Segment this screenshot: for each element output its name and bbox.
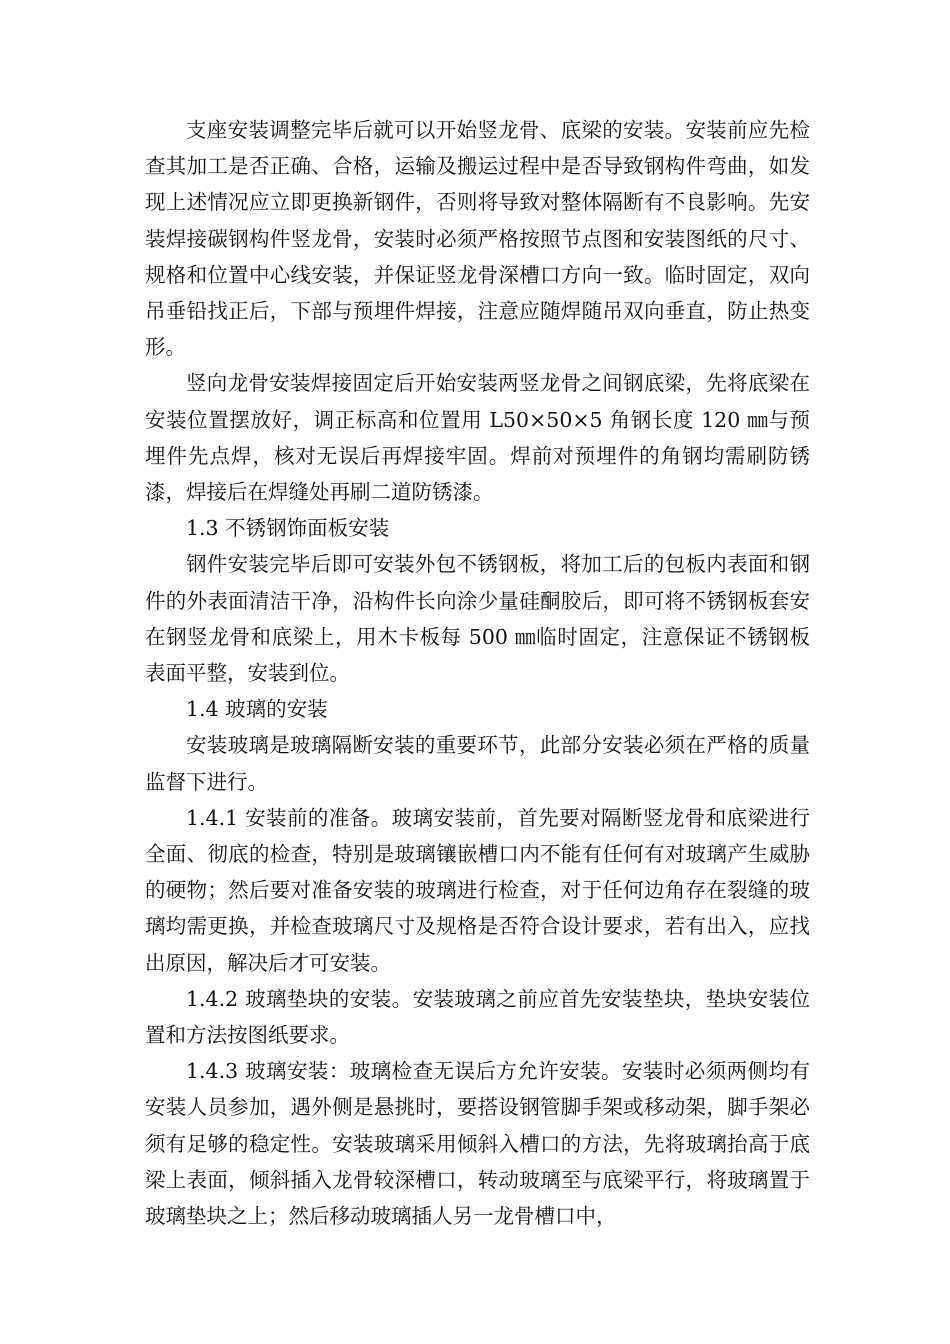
section-heading-1-4: 1.4 玻璃的安装: [186, 697, 328, 722]
section-heading-1-3: 1.3 不锈钢饰面板安装: [186, 516, 390, 541]
paragraph-stainless-panel: 钢件安装完毕后即可安装外包不锈钢板，将加工后的包板内表面和钢件的外表面清洁干净，沿构件长向涂少量硅酮胶后，即可将不锈钢板套安在钢竖龙骨和底梁上，用木卡板每 500 ㎜临时固定，注意保证不锈钢板表面平整，安装到位。: [145, 552, 810, 686]
paragraph-bottom-beam: 竖向龙骨安装焊接固定后开始安装两竖龙骨之间钢底梁，先将底梁在安装位置摆放好，调正标高和位置用 L50×50×5 角钢长度 120 ㎜与预埋件先点焊，核对无误后再焊接牢固。焊前对预埋件的角钢均需刷防锈漆，焊接后在焊缝处再刷二道防锈漆。: [145, 371, 810, 505]
paragraph-frame-installation: 支座安装调整完毕后就可以开始竖龙骨、底梁的安装。安装前应先检查其加工是否正确、合格，运输及搬运过程中是否导致钢构件弯曲，如发现上述情况应立即更换新钢件，否则将导致对整体隔断有不良影响。先安装焊接碳钢构件竖龙骨，安装时必须严格按照节点图和安装图纸的尺寸、规格和位置中心线安装，并保证竖龙骨深槽口方向一致。临时固定，双向吊垂铅找正后，下部与预埋件焊接，注意应随焊随吊双向垂直，防止热变形。: [145, 118, 810, 360]
paragraph-1-4-1-preparation: 1.4.1 安装前的准备。玻璃安装前，首先要对隔断竖龙骨和底梁进行全面、彻底的检查，特别是玻璃镶嵌槽口内不能有任何有对玻璃产生威胁的硬物；然后要对准备安装的玻璃进行检查，对于任何边角存在裂缝的玻璃均需更换，并检查玻璃尺寸及规格是否符合设计要求，若有出入，应找出原因，解决后才可安装。: [145, 805, 810, 975]
paragraph-glass-intro: 安装玻璃是玻璃隔断安装的重要环节，此部分安装必须在严格的质量监督下进行。: [145, 733, 810, 794]
paragraph-1-4-3-glass-installation: 1.4.3 玻璃安装：玻璃检查无误后方允许安装。安装时必须两侧均有安装人员参加，遇外侧是悬挑时，要搭设钢管脚手架或移动架，脚手架必须有足够的稳定性。安装玻璃采用倾斜入槽口的方法，先将玻璃抬高于底梁上表面，倾斜插入龙骨较深槽口，转动玻璃至与底梁平行，将玻璃置于玻璃垫块之上；然后移动玻璃插人另一龙骨槽口中，: [145, 1059, 810, 1229]
paragraph-1-4-2-setting-blocks: 1.4.2 玻璃垫块的安装。安装玻璃之前应首先安装垫块，垫块安装位置和方法按图纸要求。: [145, 986, 810, 1048]
document-body: [145, 112, 810, 1234]
